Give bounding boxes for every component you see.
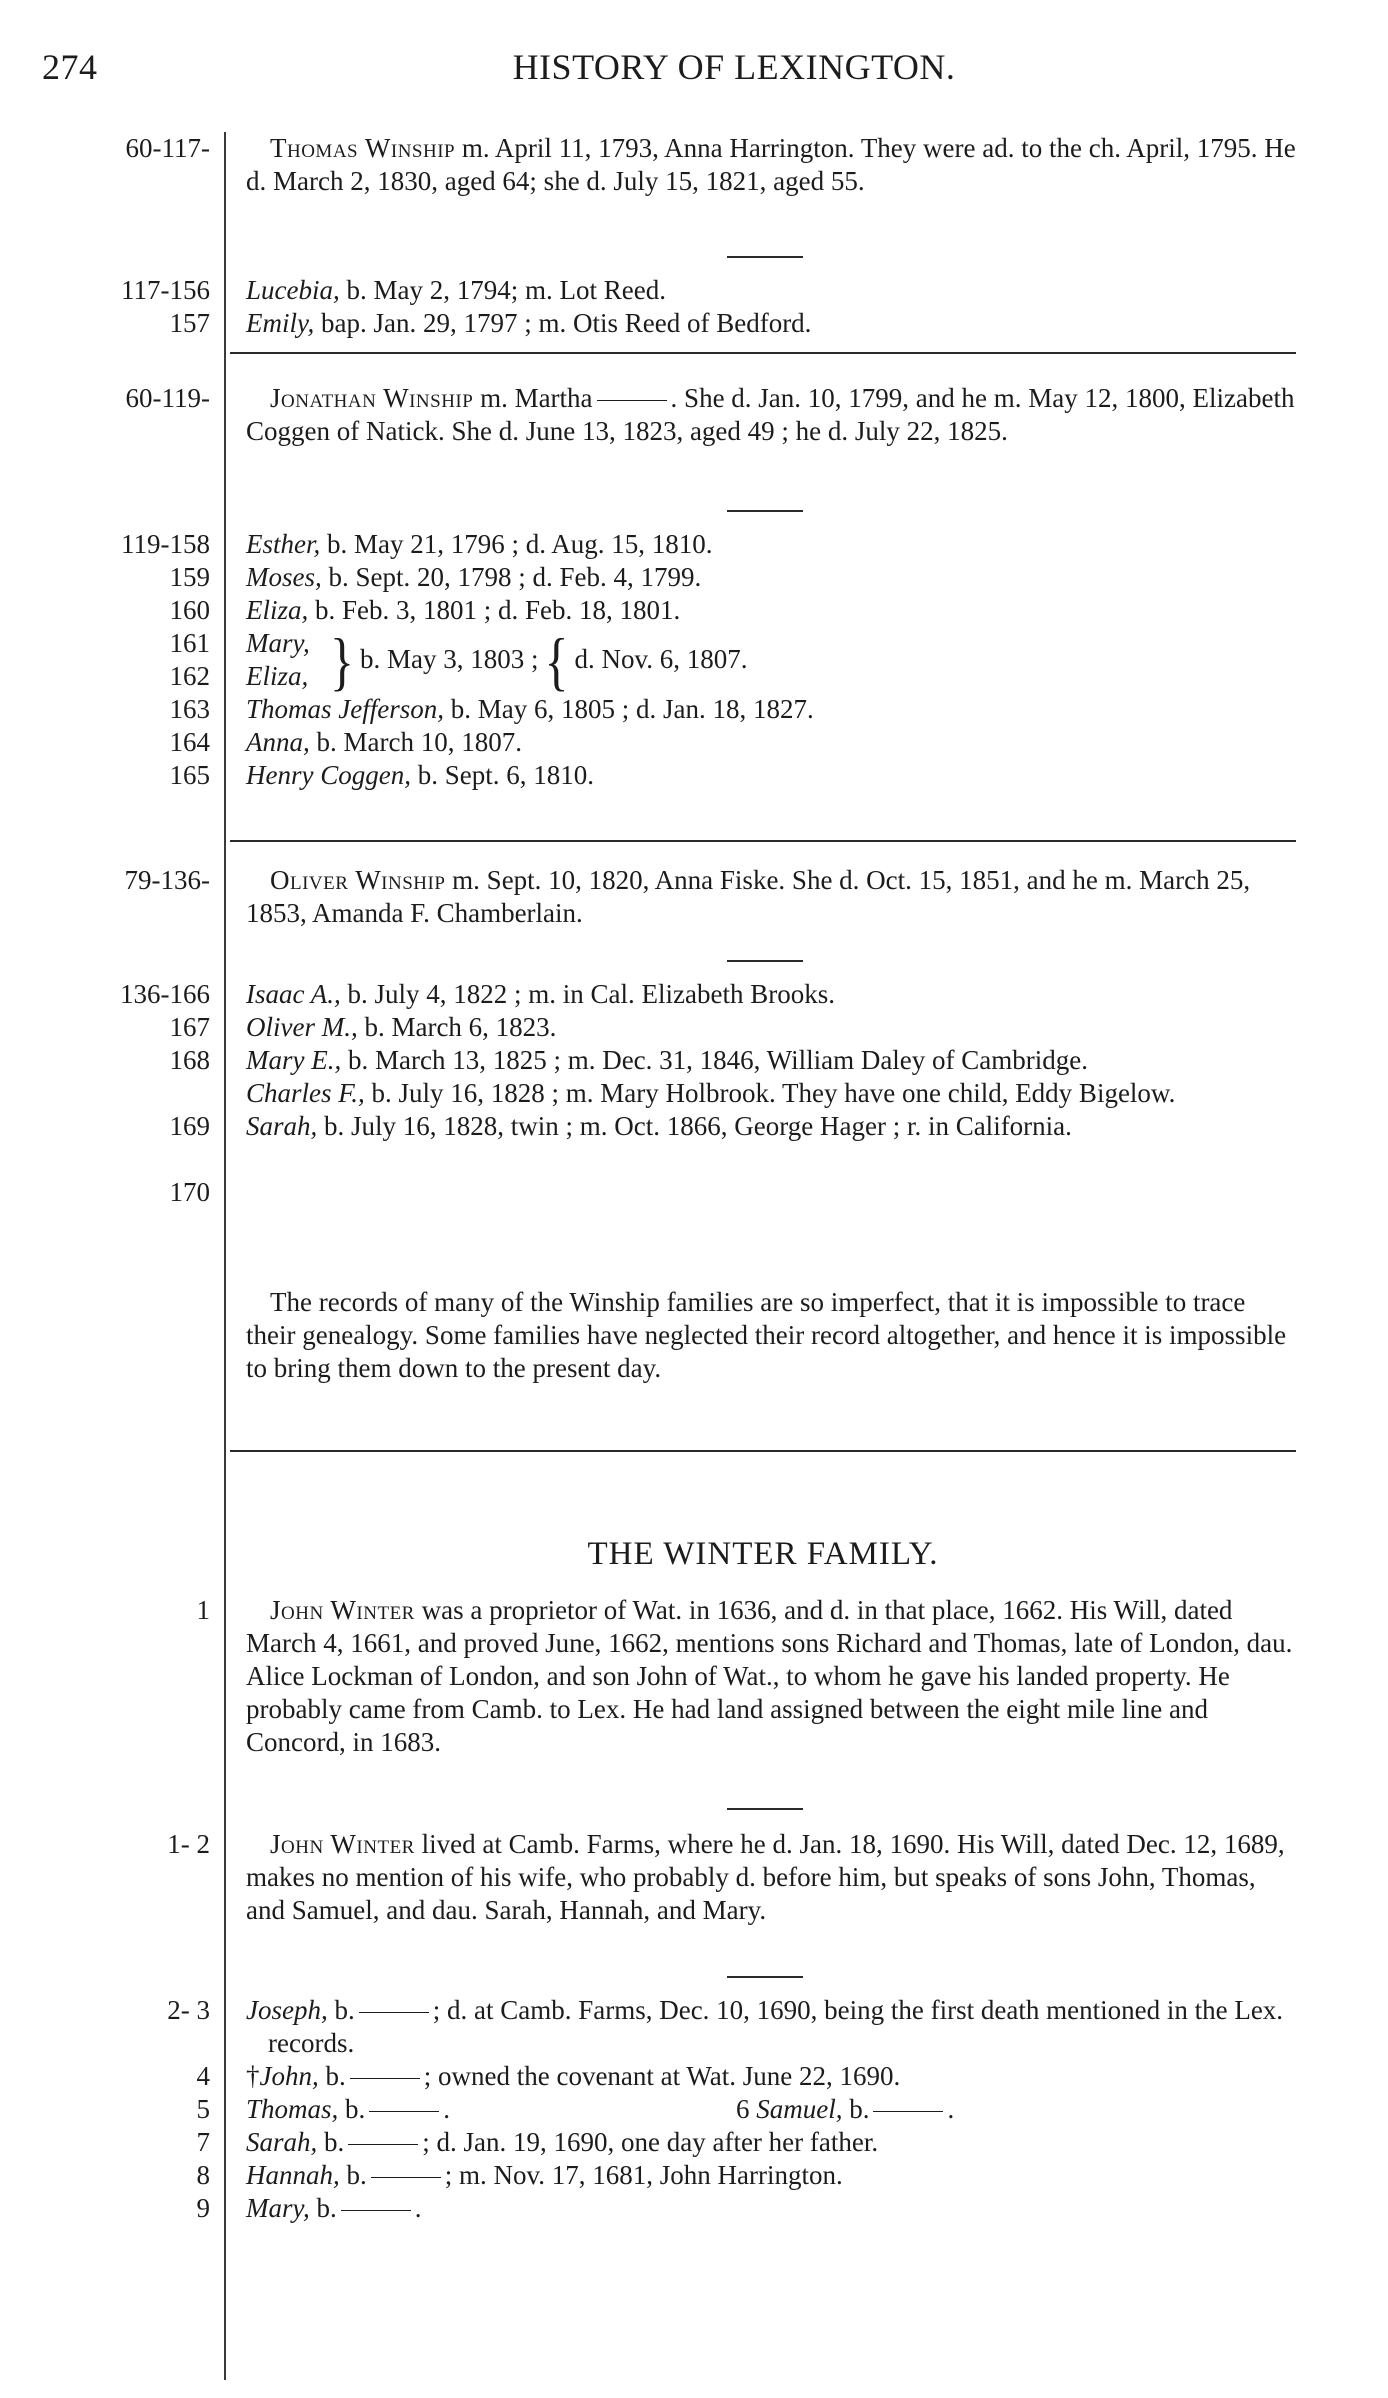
child-name: Sarah, [246, 2127, 318, 2157]
blank-dash [371, 2177, 441, 2178]
list-item [246, 1011, 1296, 1044]
entry-body: m. Martha [480, 383, 593, 413]
blank-dash [350, 2078, 420, 2079]
child-detail: ; d. at Camb. Farms, Dec. 10, 1690, being the first death mentioned in the Lex. records. [268, 1995, 1284, 2058]
child-detail: b. July 16, 1828 ; m. Mary Holbrook. They have one child, Eddy Bigelow. [371, 1078, 1176, 1108]
list-item [246, 1994, 1296, 2060]
child-name: Eliza, [246, 595, 309, 625]
entry-text [246, 132, 1296, 198]
child-detail: b. [346, 2160, 367, 2190]
child-name: Anna, [246, 727, 310, 757]
child-numbers [0, 528, 210, 792]
note-paragraph: The records of many of the Winship families are so imperfect, that it is impossible to trace their genealogy. Some families have neglected their record altogether, and hence it is impossible to bring them down to the present day. [246, 1287, 1287, 1383]
entry-body: m. Sept. 10, 1820, Anna Fiske. She d. Oct. 15, 1851, and he m. March 25, 1853, Amanda F. Chamberlain. [246, 865, 1251, 928]
list-item [246, 1110, 1296, 1143]
child-detail: b. July 16, 1828, twin ; m. Oct. 1866, George Hager ; r. in California. [324, 1111, 1072, 1141]
person-name: Oliver Winship [270, 865, 446, 895]
inline-entry [736, 2093, 954, 2126]
child-name: Mary E., [246, 1045, 342, 1075]
child-name: John, [259, 2061, 319, 2091]
blank-dash [341, 2210, 411, 2211]
short-rule [727, 1976, 803, 1978]
blank-dash [597, 400, 667, 401]
page-header [0, 46, 1388, 96]
children-list [246, 978, 1296, 1143]
children-list [246, 1994, 1296, 2225]
blank-dash [873, 2111, 943, 2112]
child-number: 168 [169, 1045, 210, 1075]
brace: } [330, 624, 354, 698]
entry-body: was a proprietor of Wat. in 1636, and d. in that place, 1662. His Will, dated March 4, 1661, and proved June, 1662, mentions sons Richard and Thomas, late of London, dau. Alice Lockman of London, and son John of Wat., to whom he gave his landed property. He probably came from Camb. to Lex. He had land assigned between the eight mile line and Concord, in 1683. [246, 1595, 1293, 1757]
child-detail: b. May 21, 1796 ; d. Aug. 15, 1810. [327, 529, 713, 559]
child-detail: . [947, 2094, 955, 2124]
entry-text [246, 864, 1296, 930]
child-number: 117-156 [121, 275, 210, 305]
child-detail: ; d. Jan. 19, 1690, one day after her father. [422, 2127, 879, 2157]
child-detail: b. March 10, 1807. [316, 727, 522, 757]
person-name: John Winter [270, 1595, 415, 1625]
entry-number: 60-119- [125, 383, 210, 413]
child-detail: b. July 4, 1822 ; m. in Cal. Elizabeth Brooks. [347, 979, 835, 1009]
list-item [246, 2192, 1296, 2225]
entry-text [246, 1828, 1296, 1927]
running-head: HISTORY OF LEXINGTON. [512, 47, 956, 87]
child-number: 2- 3 [167, 1995, 210, 2025]
list-item [246, 307, 1296, 340]
child-detail: b. [334, 1995, 355, 2025]
section-rule [230, 1450, 1296, 1452]
list-item [246, 594, 1296, 627]
child-number: 136-166 [120, 979, 210, 1009]
child-name: Samuel, [756, 2094, 843, 2124]
child-name: Moses, [246, 562, 322, 592]
list-item [246, 528, 1296, 561]
child-numbers [0, 274, 210, 340]
child-number: 157 [169, 308, 210, 338]
entry-number: 79-136- [124, 865, 210, 895]
child-detail: . [414, 2193, 422, 2223]
child-name: Charles F., [246, 1078, 365, 1108]
child-detail: b. Sept. 20, 1798 ; d. Feb. 4, 1799. [328, 562, 702, 592]
list-item [246, 1044, 1296, 1077]
list-item [246, 2159, 1296, 2192]
child-detail: bap. Jan. 29, 1797 ; m. Otis Reed of Bedford. [321, 308, 812, 338]
entry-body: lived at Camb. Farms, where he d. Jan. 18, 1690. His Will, dated Dec. 12, 1689, makes no mention of his wife, who probably d. before him, but speaks of sons John, Thomas, and Samuel, and dau. Sarah, Hannah, and Mary. [246, 1829, 1285, 1925]
list-item [246, 1077, 1296, 1110]
child-number: 8 [196, 2160, 210, 2190]
child-detail: b. [324, 2127, 345, 2157]
child-name: Isaac A., [246, 979, 341, 1009]
child-numbers [0, 978, 210, 1242]
short-rule [727, 960, 803, 962]
list-item [246, 2060, 1296, 2093]
child-detail: b. [345, 2094, 366, 2124]
child-detail: b. May 6, 1805 ; d. Jan. 18, 1827. [450, 694, 814, 724]
child-name: Thomas, [246, 2094, 339, 2124]
list-item [246, 2126, 1296, 2159]
column-divider [224, 132, 226, 2380]
child-detail: b. Sept. 6, 1810. [417, 760, 594, 790]
child-number: 169 [169, 1111, 210, 1141]
child-number: 167 [169, 1012, 210, 1042]
child-detail: ; owned the covenant at Wat. June 22, 1690. [423, 2061, 901, 2091]
list-item [246, 978, 1296, 1011]
child-detail: b. [325, 2061, 346, 2091]
child-detail: b. May 3, 1803 ; [360, 644, 539, 674]
child-name: Oliver M., [246, 1012, 358, 1042]
brace: { [544, 624, 569, 698]
child-name: Mary, [246, 628, 310, 658]
section-title: THE WINTER FAMILY. [587, 1536, 939, 1572]
person-name: Jonathan Winship [270, 383, 474, 413]
entry-text [246, 1594, 1296, 1759]
child-numbers [0, 1994, 210, 2225]
list-item [246, 561, 1296, 594]
child-number: 6 [736, 2094, 750, 2124]
list-item [246, 693, 1296, 726]
blank-dash [348, 2144, 418, 2145]
child-number: 165 [169, 760, 210, 790]
section-rule [230, 840, 1296, 842]
short-rule [727, 256, 803, 258]
child-name: Emily, [246, 308, 315, 338]
child-name: Eliza, [246, 661, 309, 691]
child-detail: b. May 2, 1794; m. Lot Reed. [346, 275, 666, 305]
list-item [246, 726, 1296, 759]
child-detail: b. [849, 2094, 870, 2124]
child-name: Esther, [246, 529, 321, 559]
person-name: John Winter [270, 1829, 415, 1859]
child-detail: b. March 6, 1823. [364, 1012, 557, 1042]
child-number: 162 [169, 661, 210, 691]
entry-number: 1- 2 [167, 1829, 210, 1859]
entry-body: m. April 11, 1793, Anna Harrington. They were ad. to the ch. April, 1795. He d. March 2, 1830, aged 64; she d. July 15, 1821, aged 55. [246, 133, 1296, 196]
child-number: 164 [169, 727, 210, 757]
child-number: 160 [169, 595, 210, 625]
child-number: 5 [196, 2094, 210, 2124]
children-list [246, 274, 1296, 340]
child-detail: d. Nov. 6, 1807. [574, 644, 748, 674]
short-rule [727, 510, 803, 512]
child-number: 163 [169, 694, 210, 724]
child-name: Henry Coggen, [246, 760, 411, 790]
child-number: 9 [196, 2193, 210, 2223]
child-detail: . [443, 2094, 451, 2124]
person-name: Thomas Winship [270, 133, 456, 163]
twins-item [246, 624, 1296, 698]
child-name: Lucebia, [246, 275, 340, 305]
child-detail: ; m. Nov. 17, 1681, John Harrington. [444, 2160, 843, 2190]
list-item [246, 2093, 1296, 2126]
list-item [246, 274, 1296, 307]
entry-body: . She d. Jan. 10, 1799, and he m. May 12, 1800, Elizabeth Coggen of Natick. She d. June 13, 1823, aged 49 ; he d. July 22, 1825. [246, 383, 1295, 446]
child-number: 170 [169, 1177, 210, 1207]
section-rule [230, 352, 1296, 354]
children-list [246, 528, 1296, 792]
short-rule [727, 1808, 803, 1810]
child-name: Joseph, [246, 1995, 328, 2025]
entry-text [246, 382, 1296, 448]
blank-dash [359, 2012, 429, 2013]
child-number: 119-158 [121, 529, 210, 559]
child-detail: b. March 13, 1825 ; m. Dec. 31, 1846, William Daley of Cambridge. [347, 1045, 1089, 1075]
child-name: Hannah, [246, 2160, 340, 2190]
child-detail: b. Feb. 3, 1801 ; d. Feb. 18, 1801. [315, 595, 681, 625]
blank-dash [369, 2111, 439, 2112]
child-number: 7 [196, 2127, 210, 2157]
child-name: Thomas Jefferson, [246, 694, 444, 724]
list-item [246, 759, 1296, 792]
child-name: Mary, [246, 2193, 310, 2223]
child-number: 4 [196, 2061, 210, 2091]
child-detail: b. [316, 2193, 337, 2223]
child-number: 161 [169, 628, 210, 658]
dagger-mark: † [246, 2061, 260, 2091]
entry-number: 60-117- [125, 133, 210, 163]
page-number: 274 [42, 47, 98, 87]
entry-number: 1 [196, 1595, 210, 1625]
child-name: Sarah, [246, 1111, 318, 1141]
child-number: 159 [169, 562, 210, 592]
